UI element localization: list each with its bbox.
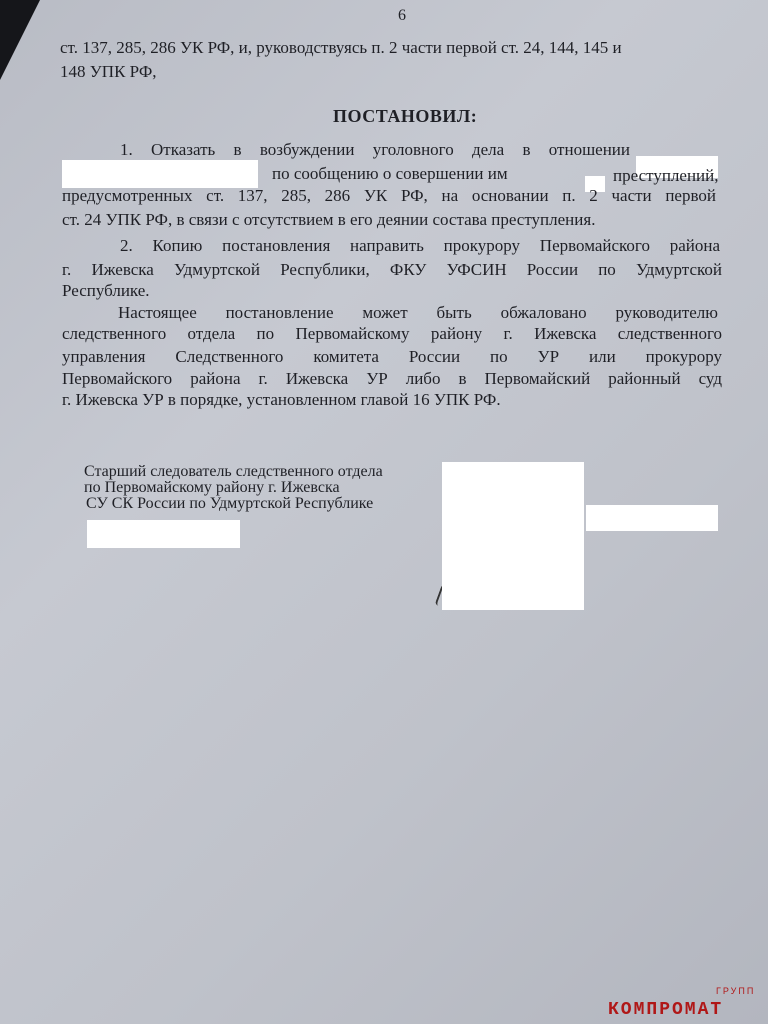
intro-line-2: 148 УПК РФ, [60,62,157,81]
page-corner-shadow [0,0,40,80]
redaction-box [62,160,258,188]
signature-line3: СУ СК России по Удмуртской Республике [86,495,374,512]
item1-line4: ст. 24 УПК РФ, в связи с отсутствием в его деянии состава преступления. [62,210,596,229]
item2-line3: Республике. [62,281,150,300]
signature-line2: по Первомайскому району г. Ижевска [84,479,340,496]
item1-line2-end: преступлений, [613,166,719,185]
resolution-heading: ПОСТАНОВИЛ: [333,106,478,126]
item1-line3: предусмотренных ст. 137, 285, 286 УК РФ, на основании п. 2 части первой [62,186,716,205]
appeal-line1: Настоящее постановление может быть обжаловано руководителю [118,303,718,322]
intro-line-1: ст. 137, 285, 286 УК РФ, и, руководствуясь п. 2 части первой ст. 24, 144, 145 и [60,38,622,57]
appeal-line3: управления Следственного комитета России по УР или прокурору [62,347,722,366]
page-number: 6 [398,7,406,24]
item1-line1: 1. Отказать в возбуждении уголовного дела в отношении [120,140,630,159]
appeal-line2: следственного отдела по Первомайскому району г. Ижевска следственного [62,324,722,343]
signature-redaction [442,462,584,610]
signature-line1: Старший следователь следственного отдела [84,463,383,480]
watermark-logo: КОМПРОМАТ [608,1000,724,1020]
appeal-line5: г. Ижевска УР в порядке, установленном главой 16 УПК РФ. [62,390,501,409]
watermark-subtext: ГРУПП [716,986,756,996]
appeal-line4: Первомайского района г. Ижевска УР либо в Первомайский районный суд [62,369,722,388]
item1-line2: по сообщению о совершении им [272,164,508,183]
item2-line2: г. Ижевска Удмуртской Республики, ФКУ УФСИН России по Удмуртской [62,260,722,279]
name-redaction [586,505,718,531]
date-redaction [87,520,240,548]
item2-line1: 2. Копию постановления направить прокурору Первомайского района [120,236,720,255]
